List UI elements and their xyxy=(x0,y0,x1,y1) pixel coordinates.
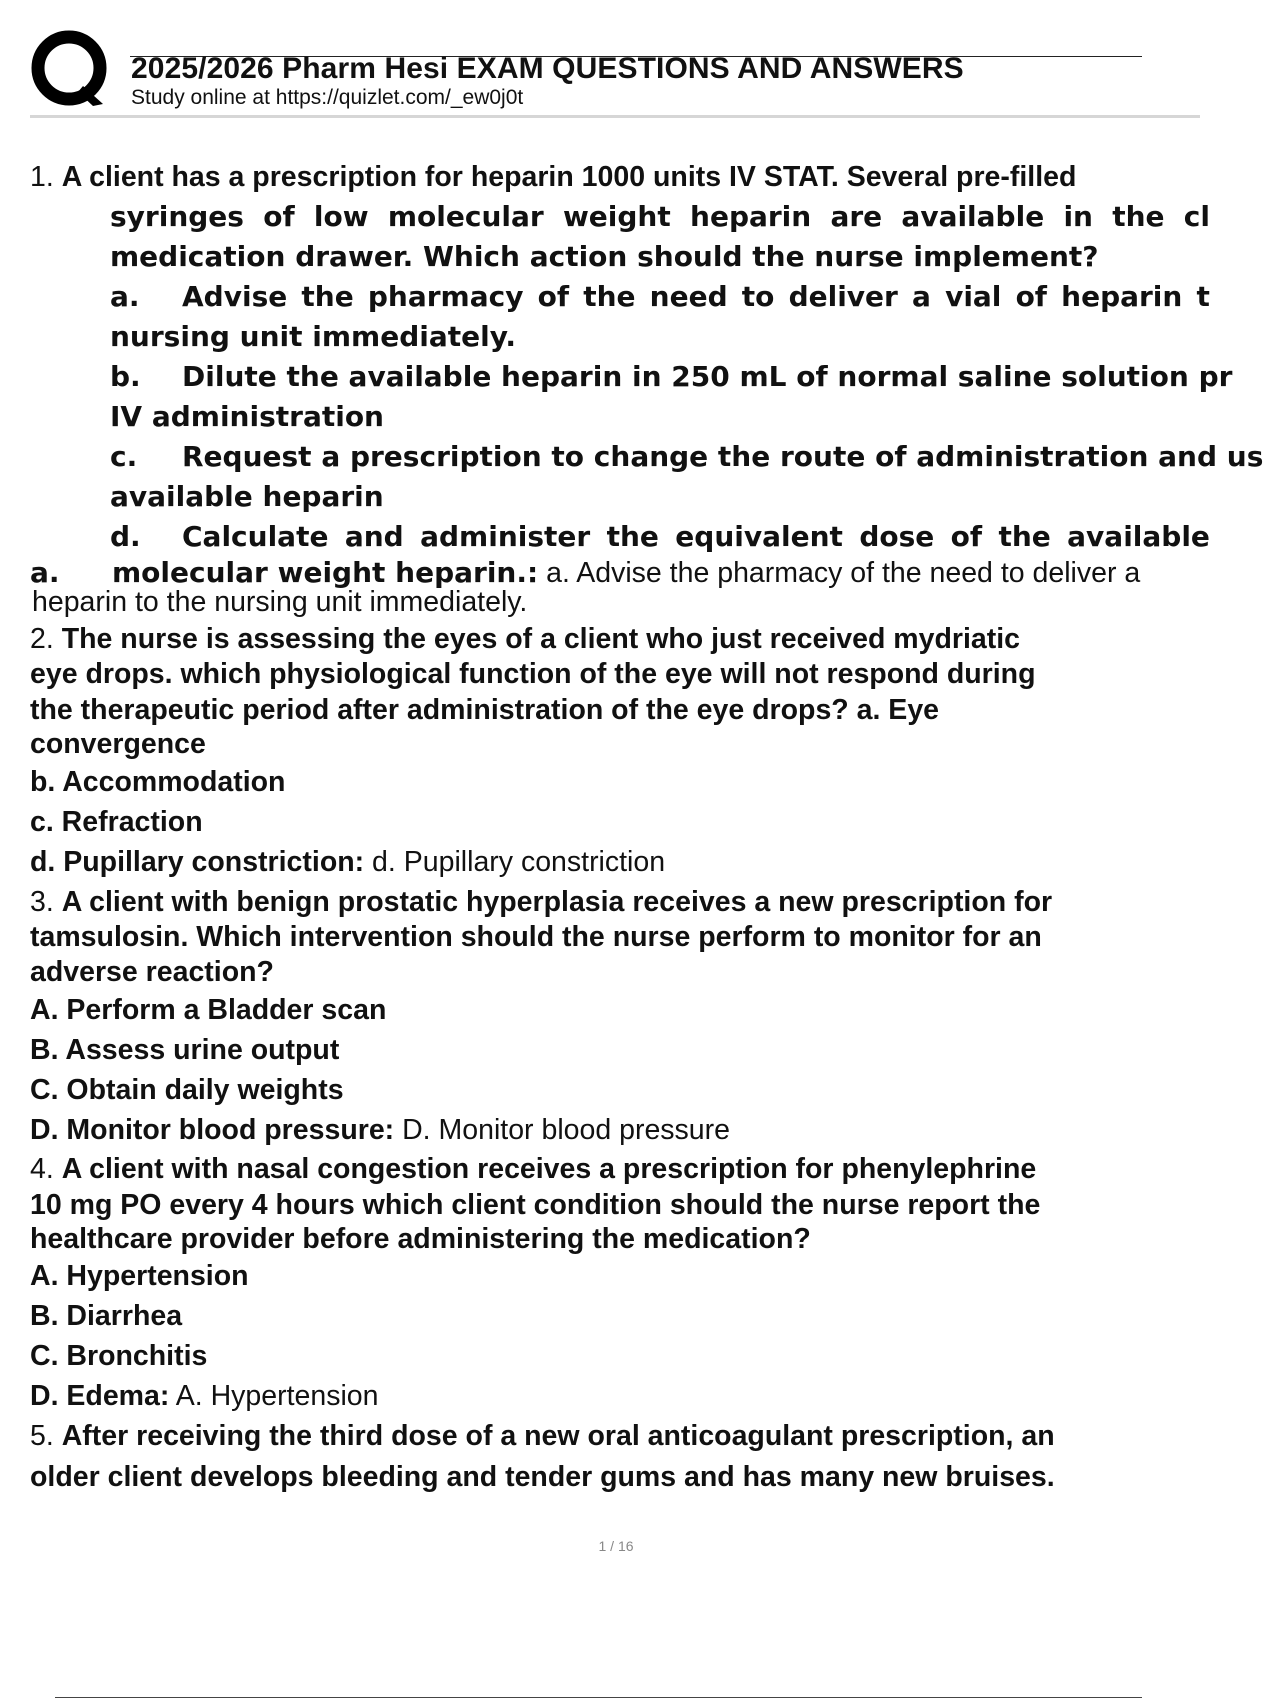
option-1a-line-1-word: t xyxy=(1196,280,1210,313)
option-1a-line-1-word: the xyxy=(583,280,636,313)
option-1a-line-1-word: need xyxy=(649,280,728,313)
question-2-line-2: eye drops. which physiological function of the eye will not respond during xyxy=(30,658,1036,690)
option-1d-line-1-word: administer xyxy=(420,520,591,553)
question-3-line-2: tamsulosin. Which intervention should the nurse perform to monitor for an xyxy=(30,921,1042,953)
question-5-line-2: older client develops bleeding and tender gums and has many new bruises. xyxy=(30,1461,1055,1493)
question-5-line-1: 5. After receiving the third dose of a new oral anticoagulant prescription, an xyxy=(30,1420,1055,1452)
option-2b: b. Accommodation xyxy=(30,766,286,798)
option-1b: b. Dilute the available heparin in 250 mL of normal saline solution pr xyxy=(110,360,1233,393)
question-4-line-2: 10 mg PO every 4 hours which client condition should the nurse report the xyxy=(30,1189,1041,1221)
option-1b-line-2: IV administration xyxy=(110,400,384,433)
question-1-line-3: medication drawer. Which action should the nurse implement? xyxy=(110,240,1099,273)
question-2-line-1: 2. The nurse is assessing the eyes of a client who just received mydriatic xyxy=(30,623,1020,655)
option-1a-line-1-word: Advise xyxy=(182,280,288,313)
option-1d-line-1-word: equivalent xyxy=(675,520,843,553)
option-1a: a. Advise the pharmacy of the need to deliver a vial of heparin t xyxy=(110,280,1210,313)
question-1-line-2-word: heparin xyxy=(690,200,812,233)
document-subtitle: Study online at https://quizlet.com/_ew0j0t xyxy=(131,86,524,109)
question-3-answer: D. Monitor blood pressure xyxy=(402,1114,730,1146)
option-1d-line-1-word: available xyxy=(1067,520,1210,553)
question-1-line-2-word: syringes xyxy=(110,200,244,233)
option-1d-line-1-word: the xyxy=(998,520,1051,553)
page-number: 1 / 16 xyxy=(598,1538,634,1554)
question-4-answer: A. Hypertension xyxy=(175,1380,379,1412)
option-3d: D. Monitor blood pressure: D. Monitor blood pressure xyxy=(30,1114,730,1146)
option-1a-line-1-word: of xyxy=(537,280,570,313)
option-3a: A. Perform a Bladder scan xyxy=(30,994,387,1026)
question-1-answer: a. Advise the pharmacy of the need to deliver a xyxy=(546,557,1141,589)
option-1c-line-2: available heparin xyxy=(110,480,384,513)
document-title: 2025/2026 Pharm Hesi EXAM QUESTIONS AND ANSWERS xyxy=(131,52,964,85)
option-2c: c. Refraction xyxy=(30,806,203,838)
option-1c: c. Request a prescription to change the route of administration and us xyxy=(110,440,1263,473)
question-1-line-2-word: available xyxy=(901,200,1045,233)
question-4-line-3: healthcare provider before administering the medication? xyxy=(30,1223,811,1255)
question-1-line-2-word: molecular xyxy=(387,200,544,233)
option-4a: A. Hypertension xyxy=(30,1260,249,1292)
option-2d: d. Pupillary constriction: d. Pupillary constriction xyxy=(30,846,666,878)
question-4-line-1: 4. A client with nasal congestion receives a prescription for phenylephrine xyxy=(30,1153,1037,1185)
footer-rule xyxy=(55,1697,1142,1698)
question-1-line-2-word: in xyxy=(1063,200,1093,233)
question-1-line-1: 1. A client has a prescription for heparin 1000 units IV STAT. Several pre-filled xyxy=(30,161,1077,193)
option-1d-line-1-word: Calculate xyxy=(182,520,329,553)
question-2-answer: d. Pupillary constriction xyxy=(372,846,666,878)
question-2-line-4: convergence xyxy=(30,728,206,760)
option-3c: C. Obtain daily weights xyxy=(30,1074,344,1106)
question-3-line-1: 3. A client with benign prostatic hyperplasia receives a new prescription for xyxy=(30,886,1053,918)
option-1a-line-1-word: to xyxy=(741,280,775,313)
question-1-line-2-word: the xyxy=(1112,200,1165,233)
option-1a-line-2: nursing unit immediately. xyxy=(110,320,517,353)
option-1a-line-1-word: deliver xyxy=(788,280,898,313)
option-1d-line-1-word: of xyxy=(950,520,983,553)
option-1a-line-1-word: of xyxy=(1015,280,1047,313)
option-1d-line-2: a. molecular weight heparin.: a. Advise the pharmacy of the need to deliver a xyxy=(30,556,1141,589)
header-divider xyxy=(30,115,1200,118)
option-3b: B. Assess urine output xyxy=(30,1034,340,1066)
question-1-line-2-word: cl xyxy=(1183,200,1210,233)
question-1-line-2 xyxy=(110,200,1210,234)
question-1-line-2-word: weight xyxy=(562,200,671,233)
question-2-line-3: the therapeutic period after administration of the eye drops? a. Eye xyxy=(30,694,940,726)
option-1d-line-1-word: the xyxy=(606,520,659,553)
option-1d-line-1-word: and xyxy=(344,520,404,553)
question-3-line-3: adverse reaction? xyxy=(30,956,274,988)
question-1-line-2-word: of xyxy=(263,200,295,233)
option-4d: D. Edema: A. Hypertension xyxy=(30,1380,379,1412)
question-1-line-2-word: low xyxy=(313,200,369,233)
question-1-answer-line-2: heparin to the nursing unit immediately. xyxy=(32,586,528,618)
option-1d: d. Calculate and administer the equivalent dose of the available xyxy=(110,520,1210,553)
option-4b: B. Diarrhea xyxy=(30,1300,183,1332)
option-1d-line-1-word: dose xyxy=(859,520,935,553)
option-1a-line-1-word: heparin xyxy=(1061,280,1183,313)
option-4c: C. Bronchitis xyxy=(30,1340,208,1372)
quizlet-logo-icon xyxy=(31,30,111,110)
option-1a-line-1-word: pharmacy xyxy=(367,280,524,313)
option-1a-line-1-word: vial xyxy=(945,280,1002,313)
option-1a-line-1-word: a xyxy=(912,280,931,313)
option-1a-line-1-word: the xyxy=(301,280,354,313)
question-1-line-2-word: are xyxy=(830,200,883,233)
